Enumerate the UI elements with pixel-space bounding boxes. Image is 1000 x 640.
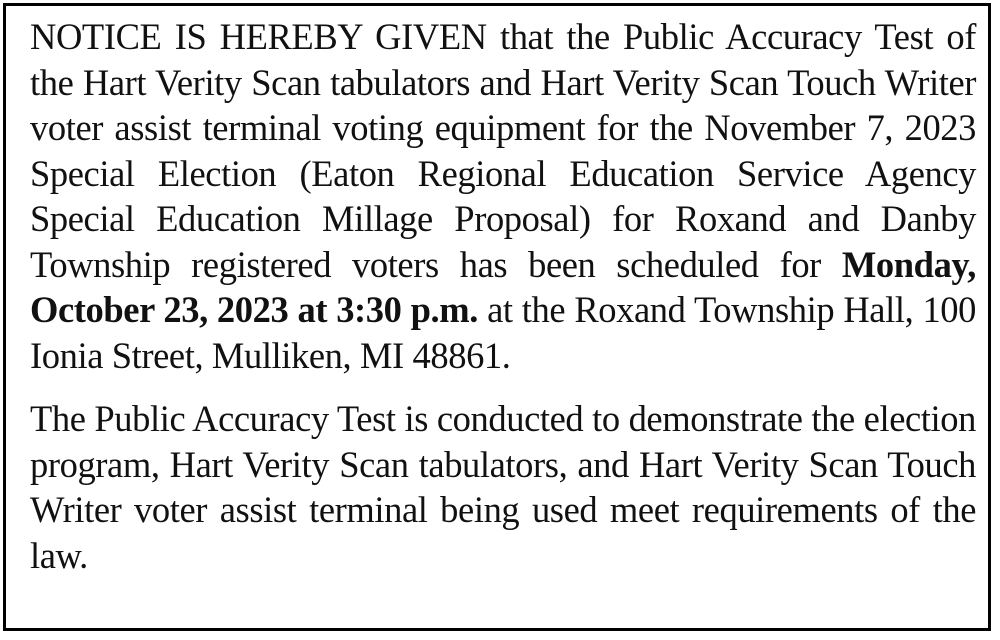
notice-lead-text: NOTICE IS HEREBY GIVEN that the Public Accuracy Test of the Hart Verity Scan tabulators and Hart Verity Scan Touch Writer voter assist terminal voting equipment for the November 7, 2023 Special Election (Eaton Regional Education Service Agency Special Education Millage Proposal) for Roxand and Danby Township registered voters has been scheduled for bbox=[30, 16, 976, 285]
notice-paragraph-1 bbox=[30, 14, 976, 378]
notice-body bbox=[30, 14, 976, 578]
notice-paragraph-2: The Public Accuracy Test is conducted to demonstrate the election program, Hart Verity Scan tabulators, and Hart Verity Scan Touch Writer voter assist terminal being used meet requirements of the law. bbox=[30, 398, 976, 576]
notice-location-text: at the Roxand Township Hall, 100 Ionia Street, Mulliken, MI 48861. bbox=[30, 289, 976, 376]
test-date-time: Monday, October 23, 2023 at 3:30 p.m. bbox=[30, 243, 976, 330]
public-notice-box bbox=[3, 3, 991, 631]
